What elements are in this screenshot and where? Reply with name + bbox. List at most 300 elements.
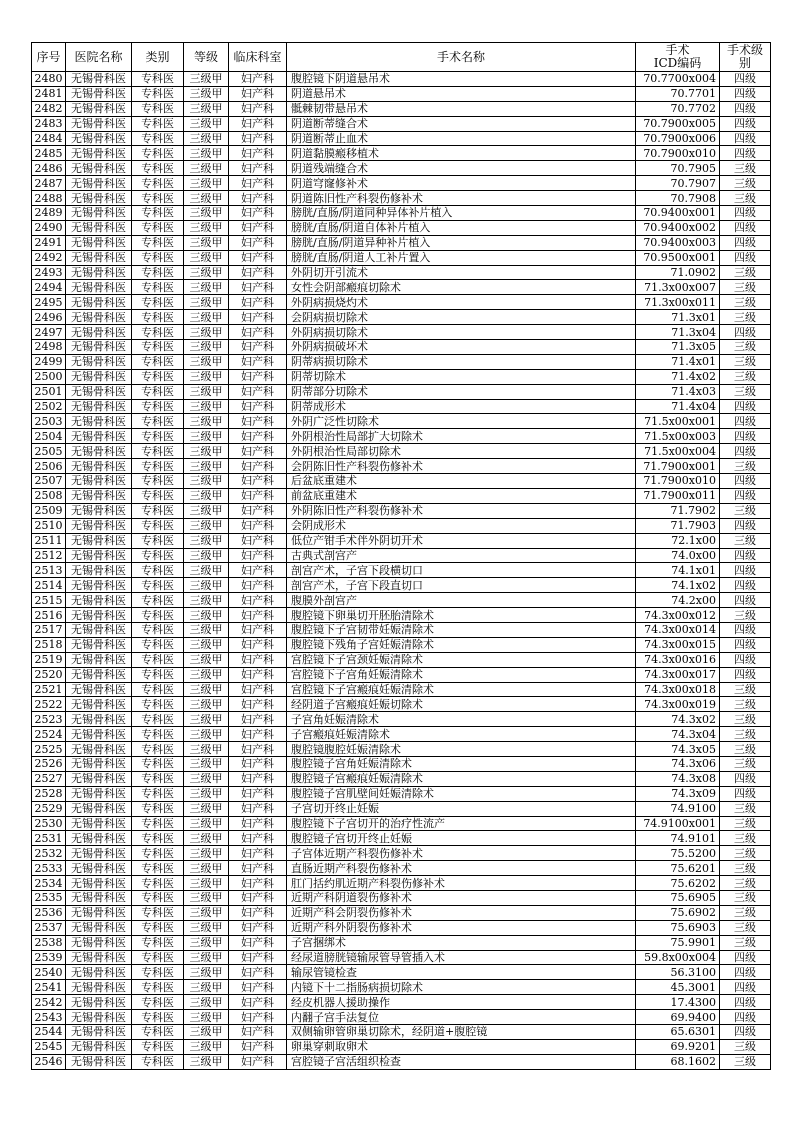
cell-grade: 三级甲 [184,533,229,548]
table-row [32,518,771,533]
cell-seq: 2540 [32,965,66,980]
cell-grade: 三级甲 [184,950,229,965]
cell-category: 专科医 [132,965,184,980]
cell-icd: 70.7900x005 [636,116,720,131]
cell-seq: 2481 [32,86,66,101]
table-row [32,965,771,980]
table-row [32,756,771,771]
cell-hospital: 无锡骨科医 [66,369,132,384]
cell-level: 三级 [720,742,771,757]
cell-category: 专科医 [132,548,184,563]
cell-dept: 妇产科 [229,786,287,801]
cell-seq: 2526 [32,756,66,771]
cell-seq: 2489 [32,206,66,221]
cell-icd: 70.9500x001 [636,250,720,265]
cell-hospital: 无锡骨科医 [66,846,132,861]
table-row [32,131,771,146]
cell-grade: 三级甲 [184,667,229,682]
cell-level: 四级 [720,488,771,503]
cell-grade: 三级甲 [184,265,229,280]
cell-category: 专科医 [132,459,184,474]
cell-surgery: 骶棘韧带悬吊术 [287,101,636,116]
cell-level: 三级 [720,340,771,355]
cell-level: 四级 [720,980,771,995]
cell-surgery: 阴蒂成形术 [287,399,636,414]
cell-dept: 妇产科 [229,1025,287,1040]
cell-surgery: 外阴广泛性切除术 [287,414,636,429]
cell-dept: 妇产科 [229,86,287,101]
cell-dept: 妇产科 [229,593,287,608]
table-row [32,340,771,355]
cell-dept: 妇产科 [229,265,287,280]
cell-hospital: 无锡骨科医 [66,995,132,1010]
cell-seq: 2516 [32,608,66,623]
cell-level: 四级 [720,220,771,235]
cell-grade: 三级甲 [184,920,229,935]
cell-level: 四级 [720,652,771,667]
cell-icd: 71.7900x001 [636,459,720,474]
cell-level: 四级 [720,548,771,563]
cell-category: 专科医 [132,161,184,176]
cell-level: 三级 [720,503,771,518]
cell-hospital: 无锡骨科医 [66,354,132,369]
cell-hospital: 无锡骨科医 [66,399,132,414]
cell-dept: 妇产科 [229,146,287,161]
cell-grade: 三级甲 [184,235,229,250]
cell-surgery: 会阴陈旧性产科裂伤修补术 [287,459,636,474]
cell-seq: 2544 [32,1025,66,1040]
cell-dept: 妇产科 [229,474,287,489]
table-row [32,280,771,295]
cell-level: 三级 [720,905,771,920]
cell-grade: 三级甲 [184,176,229,191]
cell-icd: 74.3x08 [636,771,720,786]
cell-category: 专科医 [132,1054,184,1069]
cell-level: 四级 [720,771,771,786]
cell-category: 专科医 [132,503,184,518]
cell-category: 专科医 [132,265,184,280]
cell-grade: 三级甲 [184,637,229,652]
cell-level: 三级 [720,176,771,191]
cell-level: 三级 [720,712,771,727]
cell-dept: 妇产科 [229,742,287,757]
cell-icd: 71.5x00x003 [636,429,720,444]
cell-dept: 妇产科 [229,72,287,87]
cell-icd: 71.5x00x004 [636,444,720,459]
cell-level: 四级 [720,950,771,965]
cell-icd: 71.4x04 [636,399,720,414]
cell-level: 三级 [720,697,771,712]
cell-icd: 71.3x00x011 [636,295,720,310]
cell-surgery: 外阴病损破坏术 [287,340,636,355]
cell-hospital: 无锡骨科医 [66,295,132,310]
cell-icd: 70.7702 [636,101,720,116]
cell-grade: 三级甲 [184,578,229,593]
cell-hospital: 无锡骨科医 [66,220,132,235]
cell-grade: 三级甲 [184,697,229,712]
cell-surgery: 阴蒂病损切除术 [287,354,636,369]
cell-seq: 2537 [32,920,66,935]
cell-grade: 三级甲 [184,846,229,861]
cell-category: 专科医 [132,980,184,995]
cell-category: 专科医 [132,861,184,876]
cell-seq: 2494 [32,280,66,295]
cell-grade: 三级甲 [184,116,229,131]
cell-category: 专科医 [132,816,184,831]
cell-hospital: 无锡骨科医 [66,250,132,265]
table-row [32,995,771,1010]
cell-surgery: 低位产钳手术伴外阴切开术 [287,533,636,548]
cell-surgery: 阴蒂切除术 [287,369,636,384]
cell-dept: 妇产科 [229,622,287,637]
cell-grade: 三级甲 [184,563,229,578]
cell-hospital: 无锡骨科医 [66,771,132,786]
cell-seq: 2482 [32,101,66,116]
cell-surgery: 内翻子宫手法复位 [287,1010,636,1025]
cell-seq: 2538 [32,935,66,950]
cell-icd: 74.3x05 [636,742,720,757]
cell-category: 专科医 [132,905,184,920]
cell-seq: 2531 [32,831,66,846]
table-row [32,354,771,369]
cell-surgery: 阴道断蒂缝合术 [287,116,636,131]
cell-grade: 三级甲 [184,1039,229,1054]
cell-grade: 三级甲 [184,861,229,876]
cell-icd: 70.9400x003 [636,235,720,250]
cell-seq: 2513 [32,563,66,578]
cell-hospital: 无锡骨科医 [66,384,132,399]
cell-category: 专科医 [132,488,184,503]
cell-surgery: 卵巢穿刺取卵术 [287,1039,636,1054]
cell-seq: 2518 [32,637,66,652]
cell-surgery: 经皮机器人援助操作 [287,995,636,1010]
cell-seq: 2490 [32,220,66,235]
cell-category: 专科医 [132,369,184,384]
cell-category: 专科医 [132,578,184,593]
cell-dept: 妇产科 [229,890,287,905]
cell-dept: 妇产科 [229,414,287,429]
cell-surgery: 外阴切开引流术 [287,265,636,280]
cell-surgery: 外阴病损烧灼术 [287,295,636,310]
table-row [32,191,771,206]
cell-category: 专科医 [132,920,184,935]
cell-dept: 妇产科 [229,950,287,965]
cell-grade: 三级甲 [184,622,229,637]
cell-category: 专科医 [132,846,184,861]
cell-category: 专科医 [132,191,184,206]
cell-icd: 74.9101 [636,831,720,846]
cell-hospital: 无锡骨科医 [66,488,132,503]
cell-category: 专科医 [132,1010,184,1025]
cell-seq: 2507 [32,474,66,489]
cell-category: 专科医 [132,176,184,191]
cell-seq: 2541 [32,980,66,995]
cell-dept: 妇产科 [229,369,287,384]
cell-level: 四级 [720,206,771,221]
cell-hospital: 无锡骨科医 [66,965,132,980]
table-row [32,101,771,116]
cell-dept: 妇产科 [229,548,287,563]
table-row [32,459,771,474]
cell-surgery: 近期产科会阴裂伤修补术 [287,905,636,920]
table-row [32,682,771,697]
cell-category: 专科医 [132,474,184,489]
cell-hospital: 无锡骨科医 [66,622,132,637]
cell-dept: 妇产科 [229,1054,287,1069]
cell-hospital: 无锡骨科医 [66,1025,132,1040]
cell-dept: 妇产科 [229,235,287,250]
cell-grade: 三级甲 [184,1025,229,1040]
table-row [32,116,771,131]
cell-grade: 三级甲 [184,682,229,697]
cell-category: 专科医 [132,727,184,742]
cell-level: 三级 [720,280,771,295]
cell-level: 四级 [720,667,771,682]
cell-level: 四级 [720,116,771,131]
table-row [32,146,771,161]
cell-level: 四级 [720,86,771,101]
cell-hospital: 无锡骨科医 [66,1039,132,1054]
cell-dept: 妇产科 [229,1039,287,1054]
cell-surgery: 剖宫产术，子宫下段横切口 [287,563,636,578]
cell-hospital: 无锡骨科医 [66,831,132,846]
cell-category: 专科医 [132,712,184,727]
cell-grade: 三级甲 [184,786,229,801]
cell-seq: 2512 [32,548,66,563]
cell-surgery: 膀胱/直肠/阴道同种异体补片植入 [287,206,636,221]
cell-surgery: 阴道断蒂止血术 [287,131,636,146]
cell-hospital: 无锡骨科医 [66,340,132,355]
cell-grade: 三级甲 [184,161,229,176]
cell-icd: 71.0902 [636,265,720,280]
table-row [32,876,771,891]
cell-seq: 2510 [32,518,66,533]
cell-hospital: 无锡骨科医 [66,697,132,712]
cell-hospital: 无锡骨科医 [66,801,132,816]
cell-seq: 2503 [32,414,66,429]
cell-seq: 2517 [32,622,66,637]
cell-grade: 三级甲 [184,146,229,161]
table-row [32,950,771,965]
cell-icd: 71.5x00x001 [636,414,720,429]
cell-level: 四级 [720,250,771,265]
cell-dept: 妇产科 [229,816,287,831]
cell-grade: 三级甲 [184,756,229,771]
cell-surgery: 腹腔镜下残角子宫妊娠清除术 [287,637,636,652]
cell-category: 专科医 [132,86,184,101]
cell-category: 专科医 [132,831,184,846]
cell-category: 专科医 [132,771,184,786]
cell-grade: 三级甲 [184,459,229,474]
cell-category: 专科医 [132,429,184,444]
cell-icd: 74.9100x001 [636,816,720,831]
cell-seq: 2519 [32,652,66,667]
table-row [32,890,771,905]
cell-hospital: 无锡骨科医 [66,637,132,652]
header-grade: 等级 [184,43,229,72]
cell-seq: 2498 [32,340,66,355]
cell-surgery: 腹腔镜下卵巢切开胚胎清除术 [287,608,636,623]
cell-level: 三级 [720,191,771,206]
cell-hospital: 无锡骨科医 [66,72,132,87]
cell-hospital: 无锡骨科医 [66,444,132,459]
cell-seq: 2492 [32,250,66,265]
cell-seq: 2527 [32,771,66,786]
cell-category: 专科医 [132,995,184,1010]
table-row [32,593,771,608]
cell-seq: 2486 [32,161,66,176]
table-row [32,429,771,444]
cell-surgery: 腹腔镜子宫瘢痕妊娠清除术 [287,771,636,786]
cell-dept: 妇产科 [229,325,287,340]
cell-icd: 74.3x00x015 [636,637,720,652]
cell-hospital: 无锡骨科医 [66,563,132,578]
cell-seq: 2509 [32,503,66,518]
cell-dept: 妇产科 [229,116,287,131]
cell-icd: 71.3x01 [636,310,720,325]
cell-grade: 三级甲 [184,652,229,667]
table-row [32,712,771,727]
cell-level: 三级 [720,459,771,474]
cell-surgery: 阴道黏膜瘢移植术 [287,146,636,161]
cell-category: 专科医 [132,131,184,146]
table-row [32,786,771,801]
cell-dept: 妇产科 [229,533,287,548]
cell-seq: 2506 [32,459,66,474]
cell-seq: 2536 [32,905,66,920]
cell-grade: 三级甲 [184,206,229,221]
cell-level: 四级 [720,637,771,652]
cell-icd: 75.6902 [636,905,720,920]
table-row [32,176,771,191]
cell-surgery: 外阴根治性局部扩大切除术 [287,429,636,444]
cell-level: 三级 [720,876,771,891]
cell-level: 四级 [720,414,771,429]
cell-seq: 2500 [32,369,66,384]
table-row [32,444,771,459]
cell-icd: 70.7908 [636,191,720,206]
cell-hospital: 无锡骨科医 [66,86,132,101]
cell-surgery: 阴道悬吊术 [287,86,636,101]
cell-category: 专科医 [132,563,184,578]
cell-surgery: 女性会阴部瘢痕切除术 [287,280,636,295]
cell-level: 三级 [720,295,771,310]
cell-dept: 妇产科 [229,131,287,146]
cell-dept: 妇产科 [229,682,287,697]
cell-dept: 妇产科 [229,280,287,295]
header-icd-line1: 手术 [665,43,690,57]
cell-category: 专科医 [132,637,184,652]
cell-grade: 三级甲 [184,414,229,429]
cell-icd: 72.1x00 [636,533,720,548]
cell-surgery: 直肠近期产科裂伤修补术 [287,861,636,876]
cell-level: 三级 [720,846,771,861]
table-row [32,727,771,742]
cell-hospital: 无锡骨科医 [66,682,132,697]
cell-category: 专科医 [132,1025,184,1040]
table-row [32,667,771,682]
cell-hospital: 无锡骨科医 [66,920,132,935]
table-row [32,72,771,87]
cell-grade: 三级甲 [184,995,229,1010]
cell-surgery: 经阴道子宫瘢痕妊娠切除术 [287,697,636,712]
cell-category: 专科医 [132,116,184,131]
cell-icd: 74.3x00x019 [636,697,720,712]
cell-hospital: 无锡骨科医 [66,161,132,176]
cell-level: 四级 [720,563,771,578]
cell-category: 专科医 [132,652,184,667]
table-body [32,72,771,1070]
table-row [32,935,771,950]
cell-seq: 2546 [32,1054,66,1069]
cell-dept: 妇产科 [229,563,287,578]
cell-icd: 70.7700x004 [636,72,720,87]
cell-icd: 74.3x06 [636,756,720,771]
cell-surgery: 会阴病损切除术 [287,310,636,325]
cell-grade: 三级甲 [184,608,229,623]
table-row [32,548,771,563]
cell-dept: 妇产科 [229,905,287,920]
cell-hospital: 无锡骨科医 [66,593,132,608]
cell-icd: 70.7701 [636,86,720,101]
cell-hospital: 无锡骨科医 [66,116,132,131]
cell-category: 专科医 [132,384,184,399]
cell-level: 三级 [720,756,771,771]
cell-seq: 2520 [32,667,66,682]
header-icd-line2: ICD编码 [653,56,702,70]
cell-level: 三级 [720,727,771,742]
cell-surgery: 腹腔镜腹腔妊娠清除术 [287,742,636,757]
table-row [32,1025,771,1040]
cell-seq: 2521 [32,682,66,697]
cell-hospital: 无锡骨科医 [66,191,132,206]
cell-hospital: 无锡骨科医 [66,861,132,876]
cell-grade: 三级甲 [184,101,229,116]
cell-category: 专科医 [132,310,184,325]
cell-dept: 妇产科 [229,920,287,935]
cell-icd: 75.5200 [636,846,720,861]
cell-dept: 妇产科 [229,995,287,1010]
cell-seq: 2542 [32,995,66,1010]
cell-category: 专科医 [132,146,184,161]
cell-hospital: 无锡骨科医 [66,816,132,831]
cell-hospital: 无锡骨科医 [66,533,132,548]
cell-category: 专科医 [132,354,184,369]
cell-hospital: 无锡骨科医 [66,146,132,161]
table-row [32,563,771,578]
cell-icd: 71.3x00x007 [636,280,720,295]
cell-icd: 70.7907 [636,176,720,191]
cell-grade: 三级甲 [184,1054,229,1069]
cell-level: 四级 [720,72,771,87]
cell-level: 三级 [720,1054,771,1069]
cell-level: 四级 [720,593,771,608]
cell-hospital: 无锡骨科医 [66,429,132,444]
table-row [32,310,771,325]
cell-seq: 2532 [32,846,66,861]
cell-level: 四级 [720,995,771,1010]
cell-level: 三级 [720,369,771,384]
cell-grade: 三级甲 [184,131,229,146]
cell-dept: 妇产科 [229,846,287,861]
cell-hospital: 无锡骨科医 [66,935,132,950]
cell-seq: 2530 [32,816,66,831]
cell-icd: 71.7902 [636,503,720,518]
header-icd [636,43,720,72]
cell-icd: 70.7900x010 [636,146,720,161]
table-row [32,652,771,667]
cell-dept: 妇产科 [229,250,287,265]
